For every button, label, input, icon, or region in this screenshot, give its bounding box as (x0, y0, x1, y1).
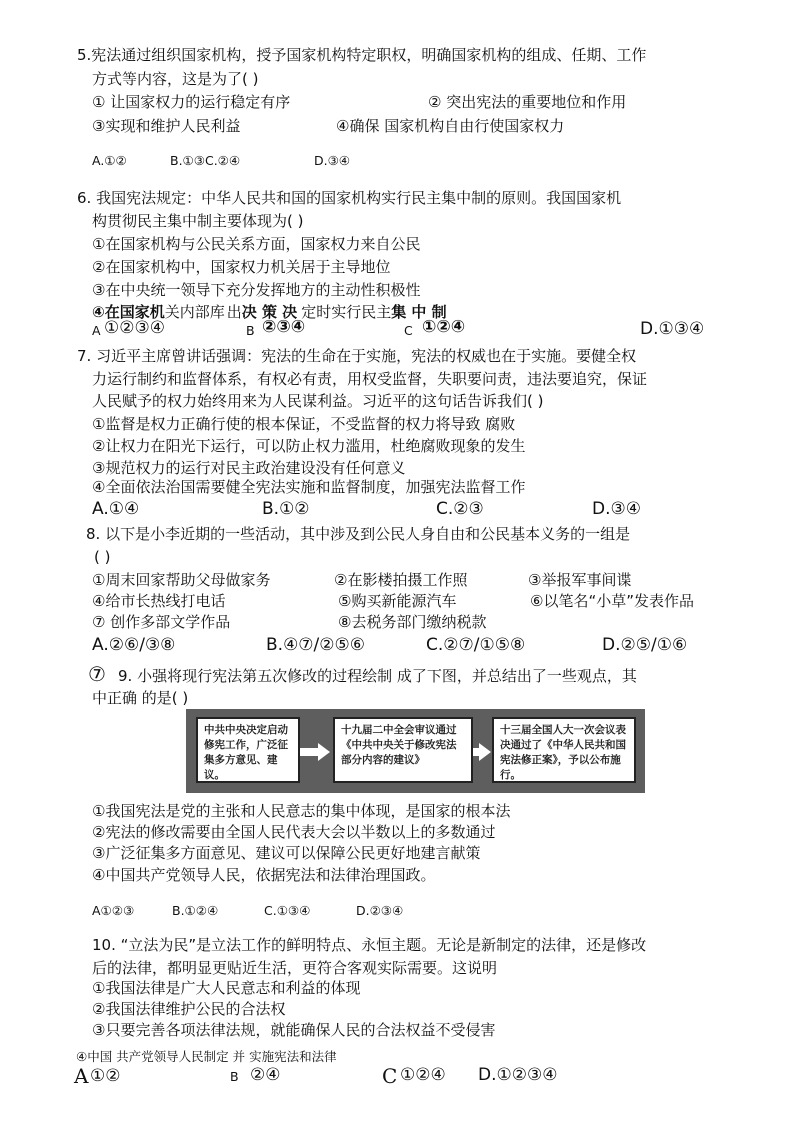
q8-answer-a: A.②⑥/③⑧ (92, 635, 176, 655)
q10-option-3: ③只要完善各项法律法规，就能确保人民的合法权益不受侵害 (92, 1021, 496, 1039)
q9-answer-c: C.①③④ (264, 903, 311, 918)
q5-option-3: ③实现和维护人民利益 (92, 117, 241, 135)
q10-option-4: ④中国 共产党领导人民制定 并 实施宪法和法律 (76, 1049, 337, 1064)
q9-stem-line1: 9. 小强将现行宪法第五次修改的过程绘制 成了下图，并总结出了一些观点，其 (118, 667, 637, 685)
q7-answer-d: D.③④ (592, 499, 641, 519)
q7-answer-b: B.①② (262, 499, 310, 519)
q6-option-3: ③在中央统一领导下充分发挥地方的主动性积极性 (92, 281, 421, 299)
q6-answer-d: D.①③④ (640, 319, 705, 339)
q8-option-7: ⑦ 创作多部文学作品 (92, 613, 231, 631)
q9-option-1: ①我国宪法是党的主张和人民意志的集中体现，是国家的根本法 (92, 802, 511, 820)
q6-option-1: ①在国家机构与公民关系方面，国家权力来自公民 (92, 235, 421, 253)
q6-stem-line2: 构贯彻民主集中制主要体现为( ) (92, 212, 304, 230)
q5-stem-line1: 5.宪法通过组织国家机构，授予国家机构特定职权，明确国家机构的组成、任期、工作 (77, 46, 647, 64)
q9-option-4: ④中国共产党领导人民，依据宪法和法律治理国政。 (92, 866, 436, 884)
q9-answer-a: A①②③ (92, 903, 135, 918)
q6-answer-a-value: ①②③④ (104, 318, 165, 338)
q9-option-2: ②宪法的修改需要由全国人民代表大会以半数以上的多数通过 (92, 823, 496, 841)
q9-stem-line2: 中正确 的是( ) (92, 689, 189, 707)
q7-answer-c: C.②③ (436, 499, 484, 519)
q8-option-1: ①周末回家帮助父母做家务 (92, 571, 271, 589)
q6-answer-b-value: ②③④ (262, 317, 306, 337)
q5-option-1: ① 让国家权力的运行稳定有序 (92, 93, 291, 111)
q6-option-4-part-d: 决 策 决 (241, 303, 298, 321)
q5-answer-a: A.①② (92, 153, 127, 168)
q9-flow-arrow-2-icon (479, 743, 491, 761)
q10-answer-d: D.①②③④ (478, 1065, 558, 1085)
q8-answer-d: D.②⑤/①⑥ (602, 635, 688, 655)
q7-option-4: ④全面依法治国需要健全宪法实施和监督制度，加强宪法监督工作 (92, 478, 526, 496)
q6-answer-b-letter: B (246, 323, 255, 338)
q6-answer-c-letter: C (404, 323, 413, 338)
q10-answer-c-value: ①②④ (400, 1065, 446, 1085)
q5-answer-bc: B.①③C.②④ (170, 153, 241, 168)
q7-answer-a: A.①④ (92, 499, 140, 519)
q10-stem-line2: 后的法律，都明显更贴近生活，更符合客观实际需要。这说明 (92, 959, 498, 977)
q8-answer-d-continued: ⑦ (88, 662, 106, 686)
q10-answer-a-letter: A (74, 1064, 89, 1088)
q8-option-8: ⑧去税务部门缴纳税款 (338, 613, 487, 631)
q5-option-2: ② 突出宪法的重要地位和作用 (428, 93, 627, 111)
q7-stem-line1: 7. 习近平主席曾讲话强调：宪法的生命在于实施，宪法的权威也在于实施。要健全权 (77, 347, 637, 365)
q6-option-4-part-e: 定时实行民主 (301, 303, 392, 321)
q8-stem-line2: ( ) (94, 548, 111, 566)
q8-option-2: ②在影楼拍摄工作照 (334, 571, 468, 589)
q9-answer-b: B.①②④ (172, 903, 219, 918)
q5-stem-line2: 方式等内容，这是为了( ) (92, 70, 259, 88)
q9-flow-diagram (186, 709, 645, 793)
q6-option-4-part-a: ④在国家机 (92, 303, 165, 321)
q9-flow-step-2: 十九届二中全会审议通过《中共中央关于修改宪法部分内容的建议》 (333, 717, 473, 783)
q10-answer-a-value: ①② (90, 1066, 121, 1086)
q10-answer-c-letter: C (382, 1064, 398, 1088)
q10-option-1: ①我国法律是广大人民意志和利益的体现 (92, 979, 361, 997)
q10-stem-line1: 10. “立法为民”是立法工作的鲜明特点、永恒主题。无论是新制定的法律，还是修改 (92, 936, 647, 954)
q9-flow-arrow-1-shaft (300, 748, 320, 756)
q6-answer-c-value: ①②④ (422, 317, 466, 337)
q9-option-3: ③广泛征集多方面意见、建议可以保障公民更好地建言献策 (92, 844, 481, 862)
q7-option-3: ③规范权力的运行对民主政治建设没有任何意义 (92, 459, 406, 477)
q6-option-4-part-b: 关内部库 (164, 303, 225, 321)
q8-option-5: ⑤购买新能源汽车 (338, 592, 457, 610)
q8-answer-b: B.④⑦/②⑤⑥ (266, 635, 365, 655)
q9-flow-step-1: 中共中央决定启动修宪工作，广泛征集多方意见、建议。 (196, 717, 300, 783)
q6-option-4-part-c: 出 (226, 303, 242, 321)
q8-answer-c: C.②⑦/①⑤⑧ (426, 635, 526, 655)
q7-stem-line2: 力运行制约和监督体系，有权必有责，用权受监督，失职要问责，违法要追究，保证 (92, 370, 648, 388)
q5-answer-d: D.③④ (314, 153, 351, 168)
q7-stem-line3: 人民赋予的权力始终用来为人民谋利益。习近平的这句话告诉我们( ) (92, 392, 544, 410)
q10-answer-b-value: ②④ (250, 1065, 281, 1085)
q6-answer-a-letter: A (92, 323, 101, 338)
q10-answer-b-letter: B (230, 1069, 239, 1084)
q9-flow-step-3: 十三届全国人大一次会议表决通过了《中华人民共和国宪法修正案》，予以公布施行。 (492, 717, 636, 783)
q9-answer-d: D.②③④ (356, 903, 404, 918)
q8-option-4: ④给市长热线打电话 (92, 592, 226, 610)
q7-option-2: ②让权力在阳光下运行，可以防止权力滥用，杜绝腐败现象的发生 (92, 437, 526, 455)
q8-stem-line1: 8. 以下是小李近期的一些活动，其中涉及到公民人身自由和公民基本义务的一组是 (86, 525, 631, 543)
q9-flow-arrow-1-icon (318, 743, 330, 761)
q5-option-4: ④确保 国家机构自由行使国家权力 (336, 117, 565, 135)
q6-option-2: ②在国家机构中，国家权力机关居于主导地位 (92, 258, 391, 276)
q7-option-1: ①监督是权力正确行使的根本保证，不受监督的权力将导致 腐败 (92, 415, 516, 433)
q6-stem-line1: 6. 我国宪法规定：中华人民共和国的国家机构实行民主集中制的原则。我国国家机 (77, 189, 622, 207)
q8-option-3: ③举报军事间谍 (528, 571, 632, 589)
q6-option-4-part-f: 集 中 制 (391, 303, 447, 321)
q8-option-6: ⑥以笔名“小草”发表作品 (530, 592, 694, 610)
q10-option-2: ②我国法律维护公民的合法权 (92, 1000, 286, 1018)
